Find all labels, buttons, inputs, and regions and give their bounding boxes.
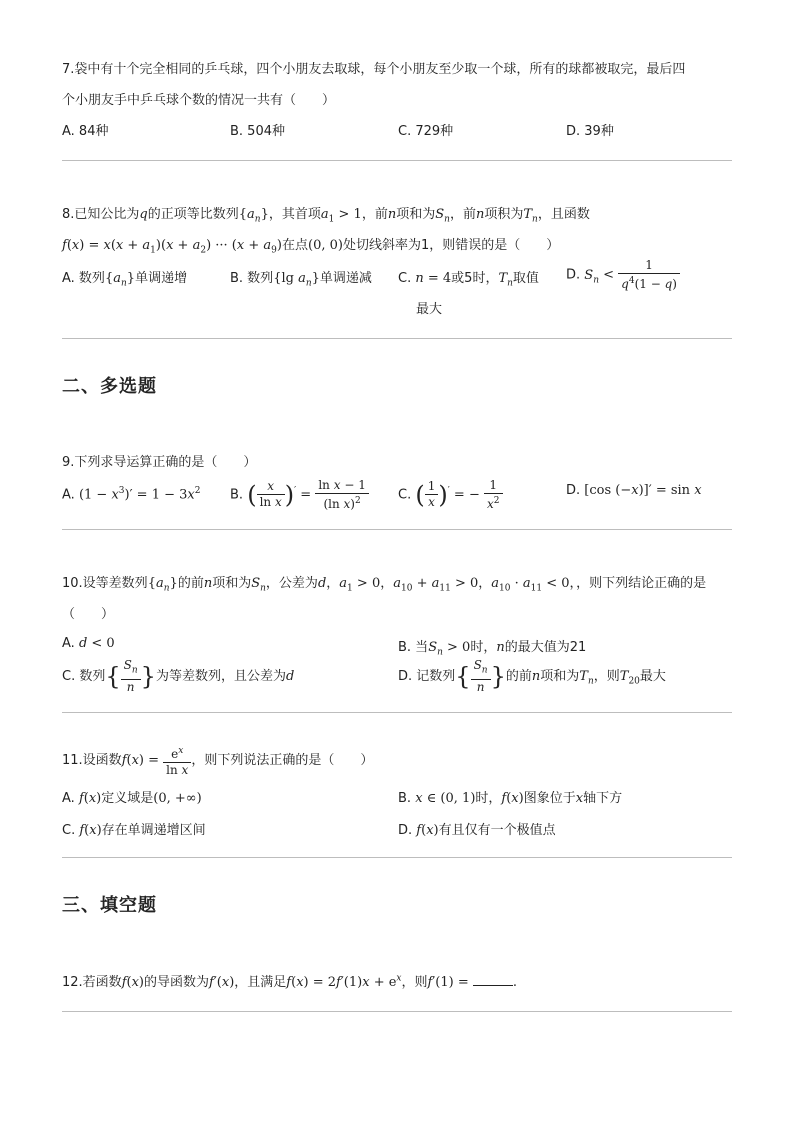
q12-stem: 12.若函数f(x)的导函数为f′(x)，且满足$f(x) = 2f'(1)x + e^x$，则f′(1) = . <box>62 973 517 990</box>
q9-option-c: C. ( $\frac{1}{x}$ )′ = − $\frac{1}{x^2}$ <box>398 473 503 509</box>
q11-option-c: C. f(x)存在单调递增区间 <box>62 823 206 838</box>
section-title-fill-in: 三、填空题 <box>62 895 157 916</box>
q8-option-d: D. $S_n$ < $\frac{1}{q^4(1 - q)}$ <box>566 258 680 292</box>
q7-stem-line1: 7.袋中有十个完全相同的乒乓球，四个小朋友去取球，每个小朋友至少取一个球，所有的球都被取完，最后四 <box>62 62 686 77</box>
q10-option-d: D. 记数列{ $\frac{S_n}{n}$ }的前n项和为$T_n$，则$T_{20}$最大 <box>398 658 666 694</box>
q8-stem-line1: 8.已知公比为q的正项等比数列$\{a_n\}$，其首项$a_1 > 1$，前n项和为$S_n$，前n项积为$T_n$，且函数 <box>62 207 590 225</box>
divider <box>62 1011 732 1012</box>
q10-option-a: A. d < 0 <box>62 636 115 651</box>
q7-option-b: B. 504种 <box>230 124 285 139</box>
divider <box>62 857 732 858</box>
q10-option-c: C. 数列{ $\frac{S_n}{n}$ }为等差数列，且公差为d <box>62 658 295 694</box>
q9-option-d: D. [cos (−x)]′ = sin x <box>566 483 702 498</box>
q8-option-c: C. n = 4或5时，$T_n$取值 <box>398 271 539 289</box>
q9-option-a: A. $(1 - x^3)' = 1 - 3x^2$ <box>62 486 201 503</box>
q9-stem: 9.下列求导运算正确的是（ ） <box>62 455 257 470</box>
q7-stem-line2: 个小朋友手中乒乓球个数的情况一共有（ ） <box>62 93 336 108</box>
divider <box>62 529 732 530</box>
q7-option-d: D. 39种 <box>566 124 614 139</box>
q8-option-a: A. 数列$\{a_n\}$单调递增 <box>62 271 188 289</box>
q8-option-b: B. 数列{lg $a_n$}单调递减 <box>230 271 372 289</box>
q11-option-a: A. f(x)定义域是(0, +∞) <box>62 791 202 806</box>
section-title-multiple-choice: 二、多选题 <box>62 376 157 397</box>
q11-option-d: D. f(x)有且仅有一个极值点 <box>398 823 556 838</box>
q7-option-c: C. 729种 <box>398 124 454 139</box>
divider <box>62 160 732 161</box>
q8-stem-line2: $f(x) = x(x + a_1)(x + a_2)$ ··· $(x + a_9)$在点(0, 0)处切线斜率为1，则错误的是（ ） <box>62 238 560 256</box>
q9-option-b: B. ( $\frac{x}{\text{ln x}}$ )′ = $\frac{\text{ln x − 1}}{(\ln x)^2}$ <box>230 473 369 509</box>
q10-stem-line1: 10.设等差数列$\{a_n\}$的前n项和为$S_n$，公差为d，$a_1 > 0$，$a_{10} + a_{11} > 0$，$a_{10} \cdot a_{11} < 0$，，则下列结论正确的是 <box>62 576 707 594</box>
q11-stem: 11.设函数f(x) = $\frac{e^x}{\text{ln x}}$ ，则下列说法正确的是（ ） <box>62 745 374 777</box>
answer-blank[interactable] <box>473 975 513 986</box>
q10-stem-line2: （ ） <box>62 607 115 622</box>
divider <box>62 712 732 713</box>
q7-option-a: A. 84种 <box>62 124 109 139</box>
q8-option-c-line2: 最大 <box>416 302 443 317</box>
q10-option-b: B. 当$S_n > 0$时，n的最大值为21 <box>398 640 587 658</box>
q11-option-b: B. x ∈ (0, 1)时，f(x)图象位于x轴下方 <box>398 791 623 806</box>
divider <box>62 338 732 339</box>
